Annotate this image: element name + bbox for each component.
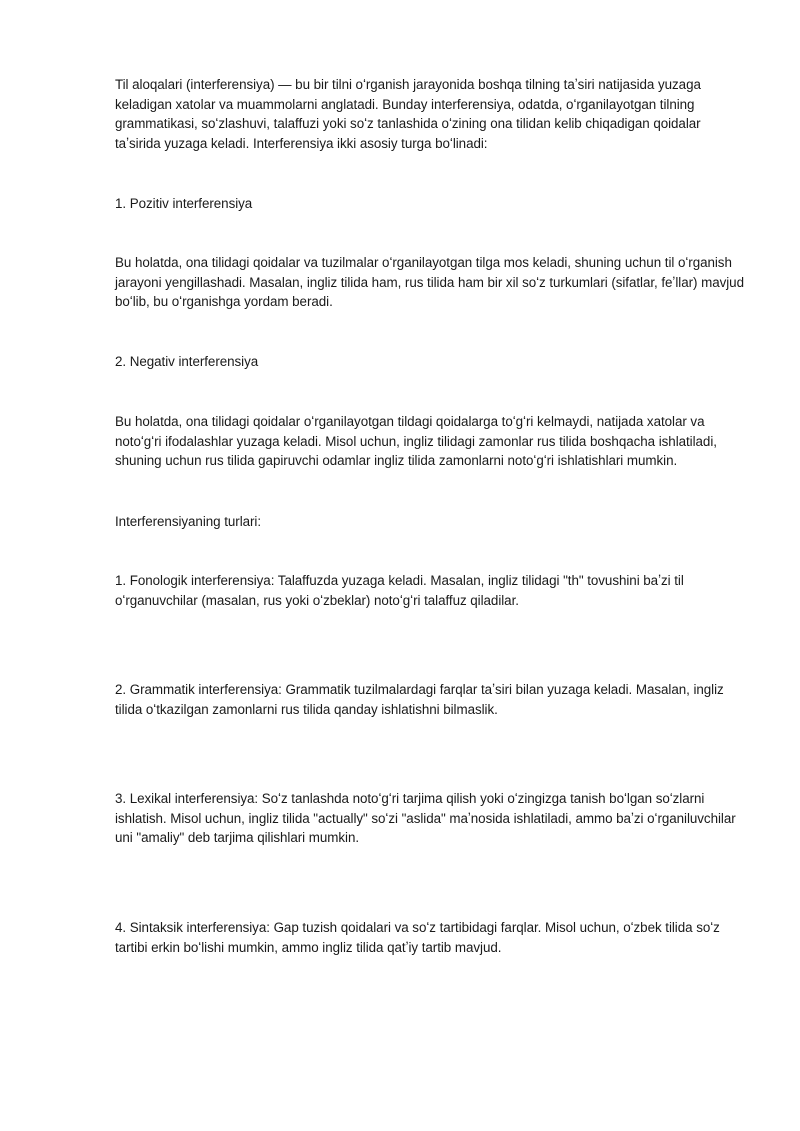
intro-paragraph: Til aloqalari (interferensiya) — bu bir tilni oʻrganish jarayonida boshqa tilning taʼsiri natijasida yuzaga keladigan xatolar va muammolarni anglatadi. Bunday interferensiya, odatda, oʻrganilayotgan tilning grammatikasi, soʻzlashuvi, talaffuzi yoki soʻz tanlashida oʻzining ona tilidan kelib chiqadigan qoidalar taʼsirida yuzaga keladi. Interferensiya ikki asosiy turga boʻlinadi: xyxy=(115,77,701,151)
type-syntactic-paragraph: 4. Sintaksik interferensiya: Gap tuzish qoidalari va soʻz tartibidagi farqlar. Misol uchun, oʻzbek tilida soʻz tartibi erkin boʻlishi mumkin, ammo ingliz tilida qatʼiy tartib mavjud. xyxy=(115,920,720,955)
type-grammatical-paragraph: 2. Grammatik interferensiya: Grammatik tuzilmalardagi farqlar taʼsiri bilan yuzaga keladi. Masalan, ingliz tilida oʻtkazilgan zamonlarni rus tilida qanday ishlatishni bilmaslik. xyxy=(115,682,724,717)
negative-interference-paragraph: Bu holatda, ona tilidagi qoidalar oʻrganilayotgan tildagi qoidalarga toʻgʻri kelmaydi, natijada xatolar va notoʻgʻri ifodalashlar yuzaga keladi. Misol uchun, ingliz tilidagi zamonlar rus tilida boshqacha ishlatiladi, shuning uchun rus tilida gapiruvchi odamlar ingliz tilida zamonlarni notoʻgʻri ishlatishlari mumkin. xyxy=(115,414,717,468)
heading-positive-interference: 1. Pozitiv interferensiya xyxy=(115,196,253,211)
positive-interference-paragraph: Bu holatda, ona tilidagi qoidalar va tuzilmalar oʻrganilayotgan tilga mos keladi, shuning uchun til oʻrganish jarayoni yengillashadi. Masalan, ingliz tilida ham, rus tilida ham bir xil soʻz turkumlari (sifatlar, feʼllar) mavjud boʻlib, bu oʻrganishga yordam beradi. xyxy=(115,255,744,309)
heading-negative-interference: 2. Negativ interferensiya xyxy=(115,354,259,369)
types-heading: Interferensiyaning turlari: xyxy=(115,514,262,529)
type-lexical-paragraph: 3. Lexikal interferensiya: Soʻz tanlashda notoʻgʻri tarjima qilish yoki oʻzingizga tanish boʻlgan soʻzlarni ishlatish. Misol uchun, ingliz tilida "actually" soʻzi "aslida" maʼnosida ishlatiladi, ammo baʼzi oʻrganiluvchilar uni "amaliy" deb tarjima qilishlari mumkin. xyxy=(115,791,736,845)
type-phonological-paragraph: 1. Fonologik interferensiya: Talaffuzda yuzaga keladi. Masalan, ingliz tilidagi "th" tovushini baʼzi til oʻrganuvchilar (masalan, rus yoki oʻzbeklar) notoʻgʻri talaffuz qiladilar. xyxy=(115,573,684,608)
